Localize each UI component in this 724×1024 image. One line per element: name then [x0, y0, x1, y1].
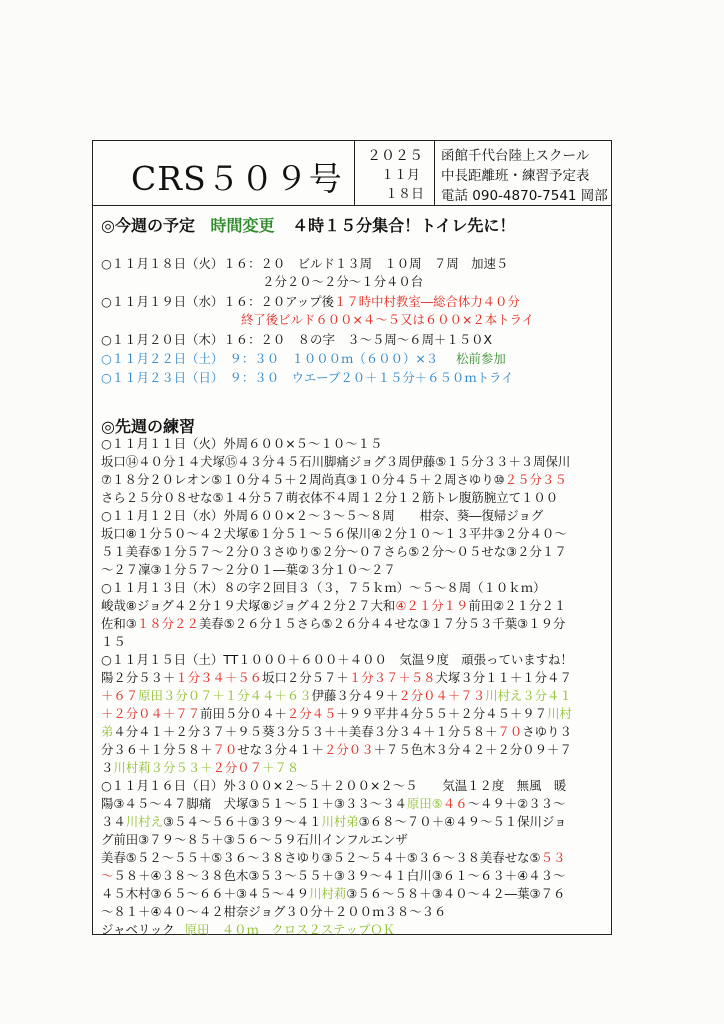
log-line: 弟４分４１＋２分３７＋９５葵３分５３＋＋美春３分３４＋１分５８＋７０さゆり３ [101, 724, 572, 739]
log-line: ○１１月１１日（火）外周６００×５～１０～１５ [101, 436, 383, 451]
last-week-heading: ◎先週の練習 [101, 417, 195, 436]
schedule-line: ２分２０～２分～１分４０台 [101, 274, 424, 289]
log-line: 陽③４５～４７脚痛 犬塚③５１～５１＋③３３～３４原田⑤４６～４９＋②３３～ [101, 796, 566, 811]
meeting-notice: ４時１５分集合！トイレ先に！ [292, 216, 516, 235]
log-line: 坂口⑭４０分１４犬塚⑮４３分４５石川脚痛ジョグ３周伊藤⑤１５分３３＋３周保川 [101, 454, 571, 469]
log-line: さら２５分０８せな⑤１４分５７萌衣体不４周１２分１２筋トレ腹筋腕立て１００ [101, 490, 559, 505]
time-change-notice: 時間変更 [210, 216, 275, 235]
schedule-line: ○１１月１９日（水）１６：２０アップ後１７時中村教室―総合体力４０分 [101, 294, 520, 309]
day: １８日 [385, 187, 425, 202]
issue-title-cell [93, 141, 355, 205]
log-line: ～２７凜③１分５７～２分０１―葉②３分１０～２７ [101, 562, 396, 577]
schedule-line: ○１１月２０日（木）１６：２０ ８の字 ３～５周～６周＋１５０X [101, 332, 493, 347]
log-line: 陽２分５３＋１分３４＋５６坂口２分５７＋１分３７＋５８犬塚３分１１＋１分４７ [101, 670, 572, 685]
log-line: 坂口⑧１分５０～４２犬塚⑥１分５１～５６保川④２分１０～１３平井③２分４０～ [101, 526, 567, 541]
this-week-heading-row [101, 213, 515, 236]
log-line: 美春⑤５２～５５＋⑤３６～３８さゆり③５２～５４＋⑤３６～３８美春せな⑤５３ [101, 850, 566, 865]
month: １１月 [381, 168, 421, 183]
log-line: ５１美春⑤１分５７～２分０３さゆり⑤２分～０７さら⑤２分～０５せな③２分１７ [101, 544, 567, 559]
schedule-line: ○１１月２２日（土） ９：３０ １０００ｍ（６００）×３ 松前参加 [101, 351, 506, 366]
log-line: ○１１月１３日（木）８の字２回目３（３，７５ｋｍ）～５～８周（１０ｋｍ） [101, 580, 546, 595]
log-line: ３川村莉３分５３＋２分０７＋７８ [101, 760, 300, 775]
practice-schedule-sheet [92, 140, 612, 935]
log-line: ＋２分０４＋７７前田５分０４＋２分４５＋９９平井４分５５＋２分４５＋９７川村 [101, 706, 572, 721]
school-name: 函館千代台陸上スクール [441, 148, 590, 164]
log-line: ジャベリック 原田 ４０ｍ クロス２ステップＯＫ [101, 922, 396, 937]
schedule-line: 終了後ビルド６００×４～５又は６００×２本トライ [241, 312, 534, 327]
date-cell [355, 141, 435, 205]
log-line: ～８１＋④４０～４２柑奈ジョグ３０分＋２００ｍ３８～３６ [101, 904, 447, 919]
log-line: ○１１月１５日（土）TT１０００＋６００＋４００ 気温９度 頑張っていますね！ [101, 652, 573, 667]
this-week-heading: ◎今週の予定 [101, 216, 195, 235]
log-line: ○１１月１２日（水）外周６００×２～３～５～８周 柑奈、葵―復帰ジョグ [101, 508, 544, 523]
log-line: ＋６７原田３分０７＋１分４４＋６３伊藤３分４９＋２分０４＋７３川村え３分４１ [101, 688, 572, 703]
log-line: 佐和③１８分２２美春⑤２６分１５さら⑤２６分４４せな③１７分５３千葉③１９分 [101, 616, 566, 631]
log-line: ４５木村③６５～６６＋③４５～４９川村莉③５６～５８＋③４０～４２―葉③７６ [101, 886, 566, 901]
schedule-line: ○１１月１８日（火）１６：２０ ビルド１３周 １０周 ７周 加速５ [101, 256, 509, 271]
log-line: グ前田③７９～８５＋③５６～５９石川インフルエンザ [101, 832, 408, 847]
phone-contact: 電話 090-4870-7541 岡部 [441, 188, 608, 204]
log-line: １５ [101, 634, 126, 649]
log-line: ～５８＋④３８～３８色木③５３～５５＋③３９～４１白川③６１～６３＋④４３～ [101, 868, 566, 883]
school-info-cell [435, 141, 613, 205]
department: 中長距離班・練習予定表 [441, 168, 590, 184]
log-line: 分３６＋１分５８＋７０せな３分４１＋２分０３＋７５色木３分４２＋２分０９＋７ [101, 742, 572, 757]
schedule-line: ○１１月２３日（日） ９：３０ ウエーブ２０＋１５分＋６５０ｍトライ [101, 370, 514, 385]
header [93, 141, 611, 206]
log-line: ⑦１８分２０レオン⑤１０分４５＋２周尚真③１０分４５＋２周さゆり⑩２５分３５ [101, 472, 567, 487]
log-line: ○１１月１６日（日）外３００×２～５＋２００×２～５ 気温１２度 無風 暖 [101, 778, 567, 793]
log-line: 峻哉⑧ジョグ４２分１９犬塚⑧ジョグ４２分２７大和④２１分１９前田②２１分２１ [101, 598, 567, 613]
log-line: ３４川村え③５４～５６＋③３９～４１川村弟③６８～７０＋④４９～５１保川ジョ [101, 814, 567, 829]
issue-title: CRS５０９号 [131, 159, 343, 198]
year: ２０２５ [367, 148, 423, 164]
